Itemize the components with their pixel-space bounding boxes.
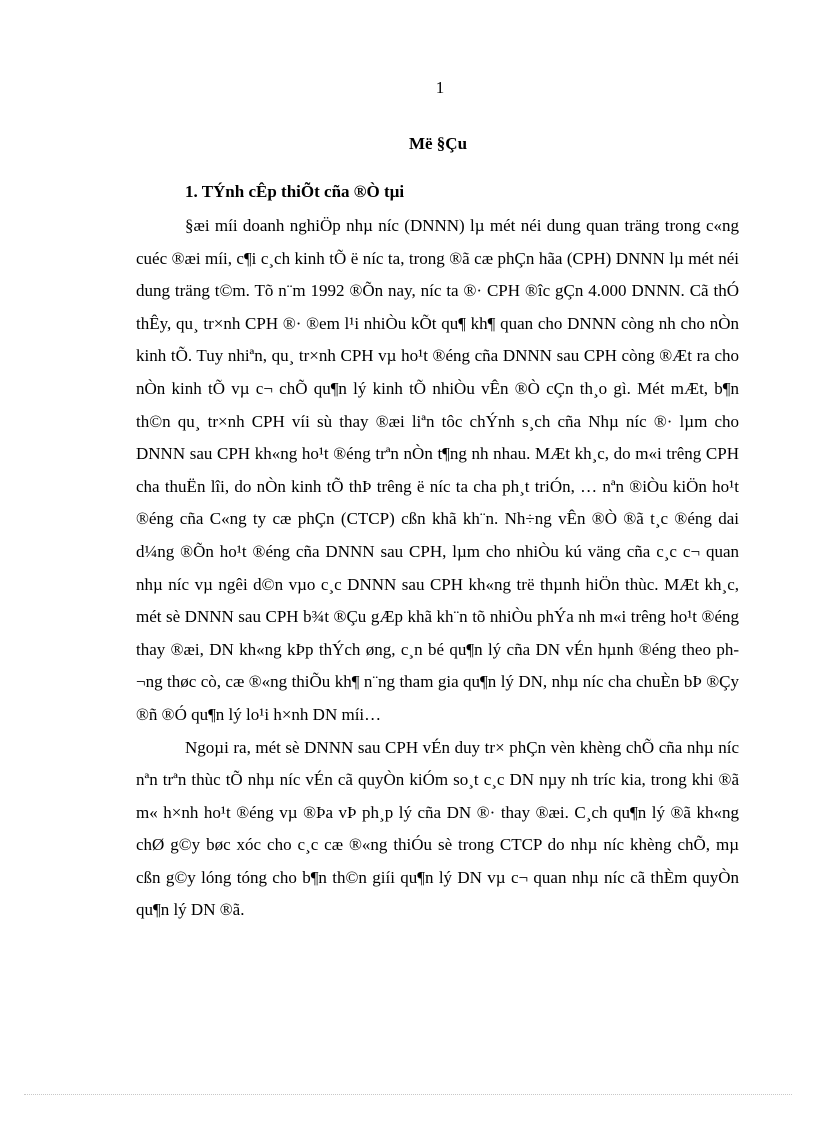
body-text	[136, 210, 739, 927]
paragraph-1: §æi míi doanh nghiÖp nhµ níc (DNNN) lµ mét néi dung quan träng trong c«ng cuéc ®æi míi, c¶i c¸ch kinh tÕ ë níc ta, trong ®ã cæ phÇn hãa (CPH) DNNN lµ mét néi dung träng t©m. Tõ n¨m 1992 ®Õn nay, níc ta ®· CPH ®îc gÇn 4.000 DNNN. Cã thÓ thÊy, qu¸ tr×nh CPH ®· ®em l¹i nhiÒu kÕt qu¶ kh¶ quan cho DNNN còng nh cho nÒn kinh tÕ. Tuy nhiªn, qu¸ tr×nh CPH vµ ho¹t ®éng cña DNNN sau CPH còng ®Æt ra cho nÒn kinh tÕ vµ c¬ chÕ qu¶n lý kinh tÕ nhiÒu vÊn ®Ò cÇn th¸o gì. Mét mÆt, b¶n th©n qu¸ tr×nh CPH víi sù thay ®æi liªn tôc chÝnh s¸ch cña Nhµ níc ®· lµm cho DNNN sau CPH kh«ng ho¹t ®éng trªn nÒn t¶ng nh nhau. MÆt kh¸c, do m«i trêng CPH cha thuËn lîi, do nÒn kinh tÕ thÞ trêng ë níc ta cha ph¸t triÓn, … nªn ®iÒu kiÖn ho¹t ®éng cña C«ng ty cæ phÇn (CTCP) cßn khã kh¨n. Nh÷ng vÊn ®Ò ®ã t¸c ®éng dai d¼ng ®Õn ho¹t ®éng cña DNNN sau CPH, lµm cho nhiÒu kú väng cña c¸c c¬ quan nhµ níc vµ ngêi d©n vµo c¸c DNNN sau CPH kh«ng trë thµnh hiÖn thùc. MÆt kh¸c, mét sè DNNN sau CPH b¾t ®Çu gÆp khã kh¨n tõ nhiÒu phÝa nh m«i trêng ho¹t ®éng thay ®æi, DN kh«ng kÞp thÝch øng, c¸n bé qu¶n lý cña DN vÉn hµnh ®éng theo ph¬ng thøc cò, cæ ®«ng thiÕu kh¶ n¨ng tham gia qu¶n lý DN, nhµ níc cha chuÈn bÞ ®Çy ®ñ ®Ó qu¶n lý lo¹i h×nh DN míi…	[136, 216, 739, 724]
page-number: 1	[435, 78, 445, 97]
page-title: Më §Çu	[408, 134, 468, 153]
paragraph-2: Ngoµi ra, mét sè DNNN sau CPH vÉn duy tr× phÇn vèn khèng chÕ cña nhµ níc nªn trªn thùc tÕ nhµ níc vÉn cã quyÒn kiÓm so¸t c¸c DN nµy nh tríc kia, trong khi ®ã m« h×nh ho¹t ®éng vµ ®Þa vÞ ph¸p lý cña DN ®· thay ®æi. C¸ch qu¶n lý ®ã kh«ng chØ g©y bøc xóc cho c¸c cæ ®«ng thiÓu sè trong CTCP do nhµ níc khèng chÕ, mµ cßn g©y lóng tóng cho b¶n th©n giíi qu¶n lý DN vµ c¬ quan nhµ níc cã thÈm quyÒn qu¶n lý DN ®ã.	[136, 737, 739, 920]
page-bottom-divider	[24, 1094, 792, 1095]
section-title: 1. TÝnh cÊp thiÕt cña ®Ò tµi	[185, 182, 405, 201]
